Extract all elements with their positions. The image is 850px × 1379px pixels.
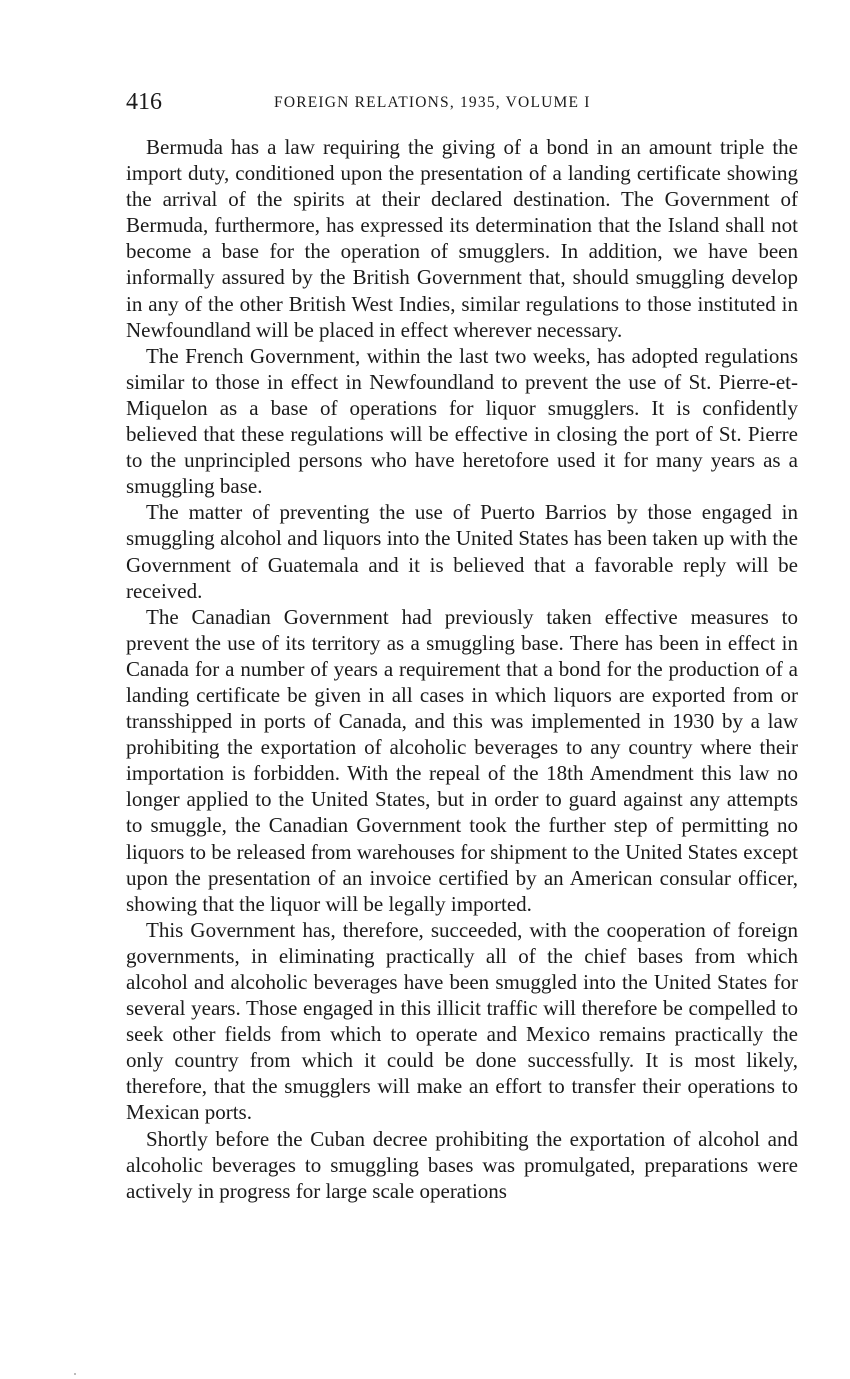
paragraph-puerto-barrios: The matter of preventing the use of Puerto Barrios by those engaged in smuggling alcohol and liquors into the United States has been taken up with the Government of Guatemala and it is believed that a favorable reply will be received.: [126, 500, 798, 603]
paragraph-summary: This Government has, therefore, succeeded, with the cooperation of foreign governments, in eliminating practically all of the chief bases from which alcohol and alcoholic beverages have been smuggled into the United States for several years. Those engaged in this illicit traffic will therefore be compelled to seek other fields from which to operate and Mexico remains practically the only country from which it could be done successfully. It is most likely, therefore, that the smugglers will make an effort to transfer their operations to Mexican ports.: [126, 917, 798, 1125]
running-title: FOREIGN RELATIONS, 1935, VOLUME I: [274, 94, 591, 111]
paragraph-bermuda: Bermuda has a law requiring the giving of a bond in an amount triple the import duty, conditioned upon the presentation of a landing certificate showing the arrival of the spirits at their declared destination. The Government of Bermuda, furthermore, has expressed its determination that the Island shall not become a base for the operation of smugglers. In addition, we have been informally assured by the British Government that, should smuggling develop in any of the other British West Indies, similar regulations to those instituted in Newfoundland will be placed in effect wherever necessary.: [126, 135, 798, 342]
page-number: 416: [126, 89, 162, 115]
paragraph-canadian-government: The Canadian Government had previously taken effective measures to prevent the use of its territory as a smuggling base. There has been in effect in Canada for a number of years a requirement that a bond for the production of a landing certificate be given in all cases in which liquors are exported from or transshipped in ports of Canada, and this was implemented in 1930 by a law prohibiting the exportation of alcoholic beverages to any country where their importation is forbidden. With the repeal of the 18th Amendment this law no longer applied to the United States, but in order to guard against any attempts to smuggle, the Canadian Government took the further step of permitting no liquors to be released from warehouses for shipment to the United States except upon the presentation of an invoice certified by an American consular officer, showing that the liquor will be legally imported.: [126, 604, 798, 916]
running-header: [126, 88, 798, 120]
scan-speck: [74, 1373, 76, 1375]
document-page: [126, 88, 798, 1204]
paragraph-cuban-decree: Shortly before the Cuban decree prohibiting the exportation of alcohol and alcoholic beverages to smuggling bases was promulgated, preparations were actively in progress for large scale operations: [126, 1126, 798, 1203]
paragraph-french-government: The French Government, within the last two weeks, has adopted regulations similar to those in effect in Newfoundland to prevent the use of St. Pierre-et-Miquelon as a base of operations for liquor smugglers. It is confidently believed that these regulations will be effective in closing the port of St. Pierre to the unprincipled persons who have heretofore used it for many years as a smuggling base.: [126, 343, 798, 499]
body-text: [126, 134, 798, 1204]
